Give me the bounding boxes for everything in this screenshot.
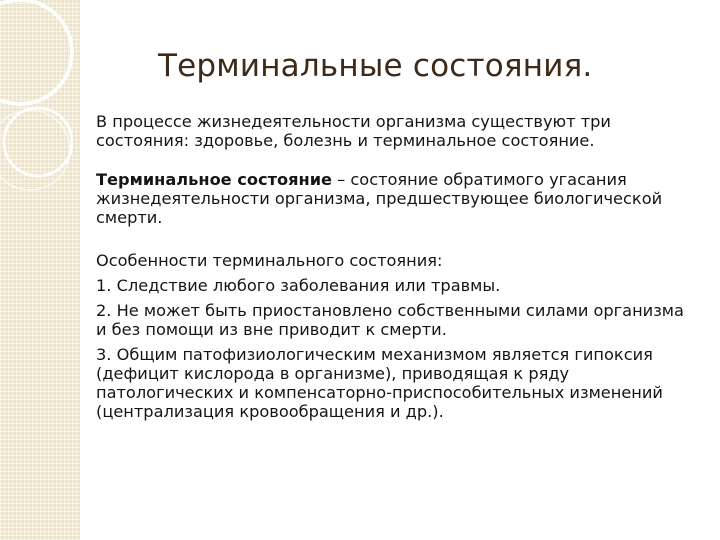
slide-body xyxy=(96,112,696,421)
intro-paragraph: В процессе жизнедеятельности организма существуют три состояния: здоровье, болезнь и терминальное состояние. xyxy=(96,112,611,150)
list-item: 2. Не может быть приостановлено собственными силами организма и без помощи из вне приводит к смерти. xyxy=(96,301,684,339)
definition-term: Терминальное состояние xyxy=(96,170,333,189)
decorative-rings xyxy=(0,0,90,200)
features-heading: Особенности терминального состояния: xyxy=(96,251,443,270)
slide-title: Терминальные состояния. xyxy=(158,48,593,84)
features-list xyxy=(96,276,696,421)
list-item: 3. Общим патофизиологическим механизмом является гипоксия (дефицит кислорода в организме), приводящая к ряду патологических и компенсаторно-приспособительных изменений (централизация кровообращения и др.). xyxy=(96,345,663,421)
list-item: 1. Следствие любого заболевания или травмы. xyxy=(96,276,501,295)
definition-paragraph xyxy=(96,170,696,227)
definition-text: – состояние обратимого угасания жизнедеятельности организма, предшествующее биологической смерти. xyxy=(96,170,663,227)
